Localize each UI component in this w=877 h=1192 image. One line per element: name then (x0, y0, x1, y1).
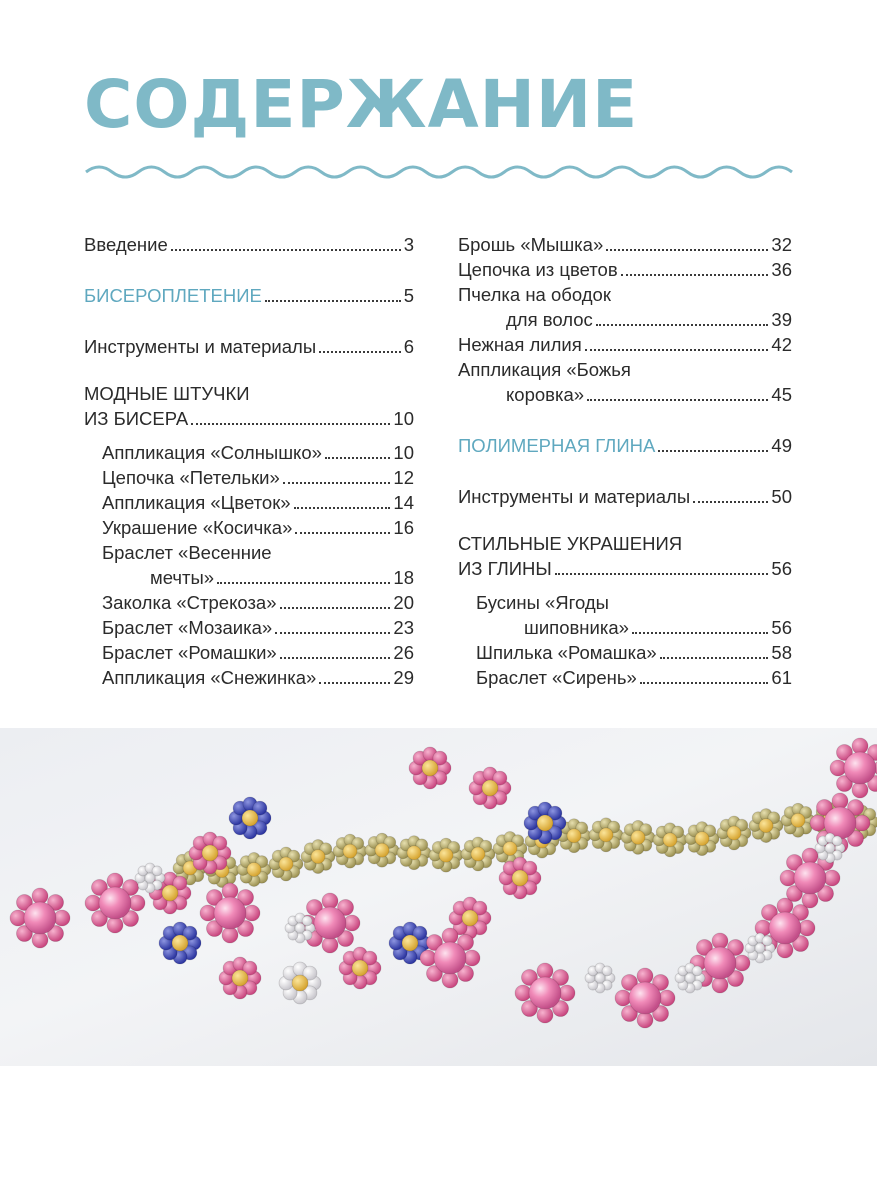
flower-petal-bead (854, 815, 870, 831)
flower-center-bead (794, 862, 826, 894)
flower-center-bead (791, 813, 805, 827)
toc-chapter-title: МОДНЫЕ ШТУЧКИ (84, 383, 250, 404)
toc-right-column (458, 232, 792, 690)
flower-center-bead (343, 844, 357, 858)
flower-center-bead (145, 873, 155, 883)
flower-petal-bead (559, 985, 575, 1001)
toc-entry-tools[interactable]: Инструменты и материалы 6 (84, 336, 414, 357)
toc-entry[interactable]: Аппликация «Снежинка» 29 (102, 667, 414, 688)
flower-petal-bead (734, 955, 750, 971)
toc-entry[interactable]: шиповника» 56 (524, 617, 792, 638)
flower-center-bead (375, 843, 389, 857)
flower-center-bead (704, 947, 736, 979)
toc-subitems-b (458, 590, 792, 690)
toc-entry[interactable]: для волос 39 (506, 309, 792, 330)
flower-petal-bead (322, 937, 338, 953)
flower-center-bead (202, 845, 218, 861)
toc-entry-title: Аппликация «Божья (458, 359, 631, 380)
flower-center-bead (439, 848, 453, 862)
toc-entry[interactable]: Аппликация «Солнышко» 10 (102, 442, 414, 463)
flower-petal-bead (222, 927, 238, 943)
flower-petal-bead (830, 760, 846, 776)
flower-petal-bead (824, 870, 840, 886)
flower-center-bead (24, 902, 56, 934)
flower-petal-bead (712, 933, 728, 949)
flower-center-bead (599, 828, 613, 842)
toc-entry-title: Пчелка на ободок (458, 284, 611, 305)
toc-entry[interactable]: Шпилька «Ромашка» 58 (476, 642, 792, 663)
flower-center-bead (247, 862, 261, 876)
flower-center-bead (595, 973, 605, 983)
flower-petal-bead (537, 963, 553, 979)
flower-petal-bead (659, 990, 675, 1006)
flower-petal-bead (54, 910, 70, 926)
toc-entry[interactable]: Брошь «Мышка» 32 (458, 234, 792, 255)
flower-center-bead (695, 832, 709, 846)
flower-center-bead (232, 970, 248, 986)
flower-center-bead (629, 982, 661, 1014)
toc-entry[interactable]: Цепочка из цветов 36 (458, 259, 792, 280)
flower-center-bead (567, 829, 581, 843)
flower-center-bead (295, 923, 305, 933)
flower-center-bead (537, 815, 553, 831)
flower-center-bead (242, 810, 258, 826)
toc-left-column (84, 232, 414, 690)
flower-center-bead (503, 841, 517, 855)
flower-center-bead (755, 943, 765, 953)
flower-center-bead (529, 977, 561, 1009)
toc-entry[interactable]: Заколка «Стрекоза» 20 (102, 592, 414, 613)
flower-center-bead (482, 780, 498, 796)
page-title: СОДЕРЖАНИЕ (84, 66, 639, 143)
flower-center-bead (462, 910, 478, 926)
flower-center-bead (769, 912, 801, 944)
toc-subitems-a (84, 440, 414, 690)
flower-center-bead (685, 973, 695, 983)
flower-petal-bead (222, 883, 238, 899)
flower-petal-bead (777, 942, 793, 958)
flower-petal-bead (32, 932, 48, 948)
flower-center-bead (631, 830, 645, 844)
flower-petal-bead (780, 870, 796, 886)
toc-entry[interactable]: Цепочка «Петельки» 12 (102, 467, 414, 488)
flower-center-bead (214, 897, 246, 929)
flower-petal-bead (85, 895, 101, 911)
toc-section-beading[interactable]: БИСЕРОПЛЕТЕНИЕ 5 (84, 285, 414, 306)
flower-petal-bead (107, 873, 123, 889)
flower-petal-bead (32, 888, 48, 904)
toc-entry[interactable]: Браслет «Сирень» 61 (476, 667, 792, 688)
flower-center-bead (407, 846, 421, 860)
toc-entry-intro[interactable]: Введение 3 (84, 234, 414, 255)
flower-center-bead (311, 850, 325, 864)
flower-center-bead (279, 857, 293, 871)
flower-center-bead (825, 843, 835, 853)
flower-center-bead (352, 960, 368, 976)
flower-petal-bead (442, 972, 458, 988)
flower-petal-bead (322, 893, 338, 909)
flower-petal-bead (107, 917, 123, 933)
toc-entry[interactable]: мечты» 18 (150, 567, 414, 588)
flower-petal-bead (799, 920, 815, 936)
toc-chapter-entry[interactable]: ИЗ ГЛИНЫ 56 (458, 558, 792, 579)
flower-center-bead (727, 826, 741, 840)
flower-center-bead (99, 887, 131, 919)
flower-petal-bead (852, 782, 868, 798)
bracelet-photo (0, 728, 877, 1066)
toc-entry[interactable]: Украшение «Косичка» 16 (102, 517, 414, 538)
flower-center-bead (162, 885, 178, 901)
flower-petal-bead (637, 968, 653, 984)
flower-petal-bead (515, 985, 531, 1001)
flower-petal-bead (442, 928, 458, 944)
flower-center-bead (422, 760, 438, 776)
toc-entry[interactable]: Браслет «Ромашки» 26 (102, 642, 414, 663)
flower-center-bead (434, 942, 466, 974)
flower-petal-bead (537, 1007, 553, 1023)
toc-chapter-title: СТИЛЬНЫЕ УКРАШЕНИЯ (458, 533, 683, 554)
flower-center-bead (844, 752, 876, 784)
toc-entry-title: Браслет «Весенние (102, 542, 272, 563)
flower-petal-bead (615, 990, 631, 1006)
flower-center-bead (759, 819, 773, 833)
flower-petal-bead (832, 793, 848, 809)
flower-center-bead (471, 847, 485, 861)
toc-entry-tools[interactable]: Инструменты и материалы 50 (458, 486, 792, 507)
toc-section-clay[interactable]: ПОЛИМЕРНАЯ ГЛИНА 49 (458, 435, 792, 456)
toc-entry-title: Бусины «Ягоды (476, 592, 609, 613)
flower-center-bead (512, 870, 528, 886)
flower-petal-bead (802, 892, 818, 908)
toc-entry[interactable]: Браслет «Мозаика» 23 (102, 617, 414, 638)
flower-petal-bead (637, 1012, 653, 1028)
flower-center-bead (292, 975, 308, 991)
flower-center-bead (663, 833, 677, 847)
flower-center-bead (402, 935, 418, 951)
toc-entry[interactable]: Аппликация «Цветок» 14 (102, 492, 414, 513)
toc-entry[interactable]: Нежная лилия 42 (458, 334, 792, 355)
bracelet-illustration (0, 728, 877, 1066)
flower-petal-bead (712, 977, 728, 993)
toc-chapter-entry[interactable]: ИЗ БИСЕРА 10 (84, 408, 414, 429)
wave-divider (84, 160, 794, 184)
flower-petal-bead (852, 738, 868, 754)
toc-entry[interactable]: коровка» 45 (506, 384, 792, 405)
flower-petal-bead (810, 815, 826, 831)
flower-center-bead (172, 935, 188, 951)
flower-center-bead (314, 907, 346, 939)
